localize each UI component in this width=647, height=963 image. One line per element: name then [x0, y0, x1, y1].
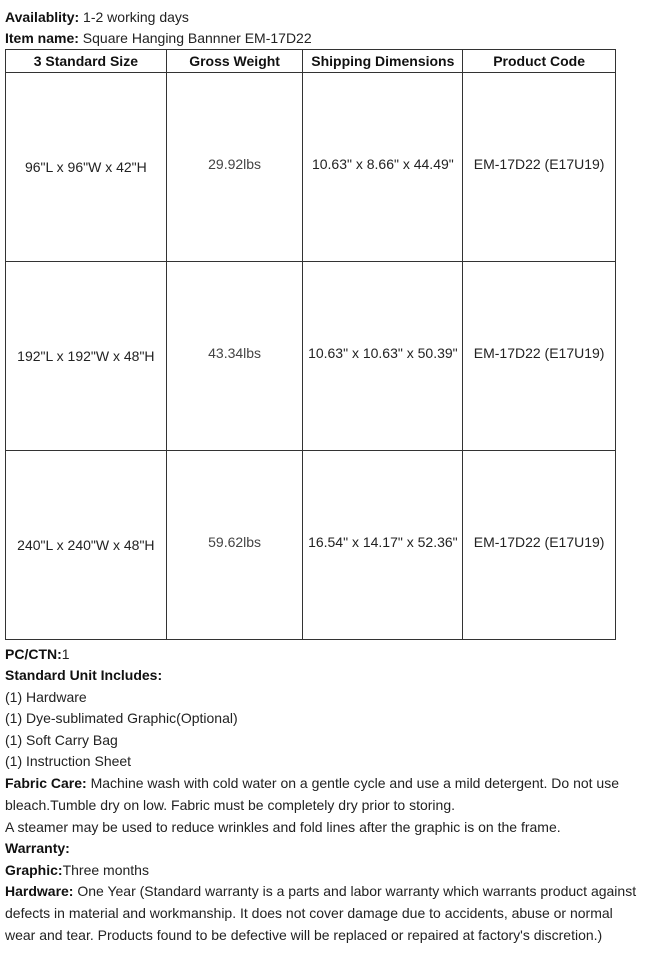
hardware-warranty-label: Hardware:	[5, 883, 74, 899]
header-shipping-dimensions: Shipping Dimensions	[303, 50, 463, 73]
warranty-heading: Warranty:	[5, 840, 70, 856]
item-name-label: Item name:	[5, 30, 79, 46]
cell-size: 192"L x 192"W x 48"H	[6, 262, 167, 451]
cell-shipping	[303, 262, 463, 451]
cell-weight	[166, 262, 303, 451]
cell-weight-text: 43.34lbs	[208, 345, 262, 361]
table-header-row	[6, 50, 616, 73]
cell-size: 96"L x 96"W x 42"H	[6, 73, 167, 262]
table-row	[6, 262, 616, 451]
table-row	[6, 451, 616, 640]
pc-ctn-line	[5, 644, 70, 664]
cell-code	[463, 262, 616, 451]
steamer-note: A steamer may be used to reduce wrinkles and fold lines after the graphic is on the frame.	[5, 819, 561, 835]
cell-code-text: EM-17D22 (E17U19)	[473, 156, 605, 172]
availability-value: 1-2 working days	[79, 9, 189, 25]
list-item: (1) Hardware	[5, 689, 87, 705]
fabric-care-text: Machine wash with cold water on a gentle cycle and use a mild detergent. Do not use bleach.Tumble dry on low. Fabric must be completely dry prior to storing.	[5, 775, 620, 813]
cell-shipping	[303, 73, 463, 262]
graphic-warranty-line	[5, 860, 149, 880]
cell-code	[463, 73, 616, 262]
graphic-warranty-value: Three months	[62, 862, 149, 878]
cell-weight	[166, 451, 303, 640]
availability-line	[5, 7, 189, 27]
item-name-line	[5, 28, 312, 48]
spec-table	[5, 49, 616, 640]
header-standard-size: 3 Standard Size	[6, 50, 167, 73]
availability-label: Availablity:	[5, 9, 80, 25]
cell-code-text: EM-17D22 (E17U19)	[473, 345, 605, 361]
cell-shipping	[303, 451, 463, 640]
list-item: (1) Dye-sublimated Graphic(Optional)	[5, 710, 238, 726]
cell-code	[463, 451, 616, 640]
list-item: (1) Instruction Sheet	[5, 753, 132, 769]
cell-shipping-text: 10.63" x 8.66" x 44.49"	[311, 156, 454, 172]
hardware-warranty-text: One Year (Standard warranty is a parts and labor warranty which warrants product against defects in material and workmanship. It does not cover damage due to accidents, abuse or normal wear and tear. Products found to be defective will be replaced or repaired at factory's discretion.)	[5, 883, 637, 943]
cell-weight-text: 59.62lbs	[208, 534, 262, 550]
pc-ctn-label: PC/CTN:	[5, 646, 62, 662]
cell-weight	[166, 73, 303, 262]
cell-code-text: EM-17D22 (E17U19)	[473, 534, 605, 550]
item-name-value: Square Hanging Bannner EM-17D22	[78, 30, 312, 46]
cell-weight-text: 29.92lbs	[208, 156, 262, 172]
fabric-care-label: Fabric Care:	[5, 775, 87, 791]
fabric-care-paragraph	[5, 772, 637, 816]
table-row	[6, 73, 616, 262]
cell-size: 240"L x 240"W x 48"H	[6, 451, 167, 640]
hardware-warranty-paragraph	[5, 880, 637, 946]
list-item: (1) Soft Carry Bag	[5, 732, 118, 748]
standard-unit-heading: Standard Unit Includes:	[5, 667, 163, 683]
graphic-warranty-label: Graphic:	[5, 862, 63, 878]
header-gross-weight: Gross Weight	[166, 50, 303, 73]
header-product-code: Product Code	[463, 50, 616, 73]
cell-shipping-text: 10.63" x 10.63" x 50.39"	[308, 345, 458, 361]
cell-shipping-text: 16.54" x 14.17" x 52.36"	[308, 534, 458, 550]
pc-ctn-value: 1	[61, 646, 70, 662]
